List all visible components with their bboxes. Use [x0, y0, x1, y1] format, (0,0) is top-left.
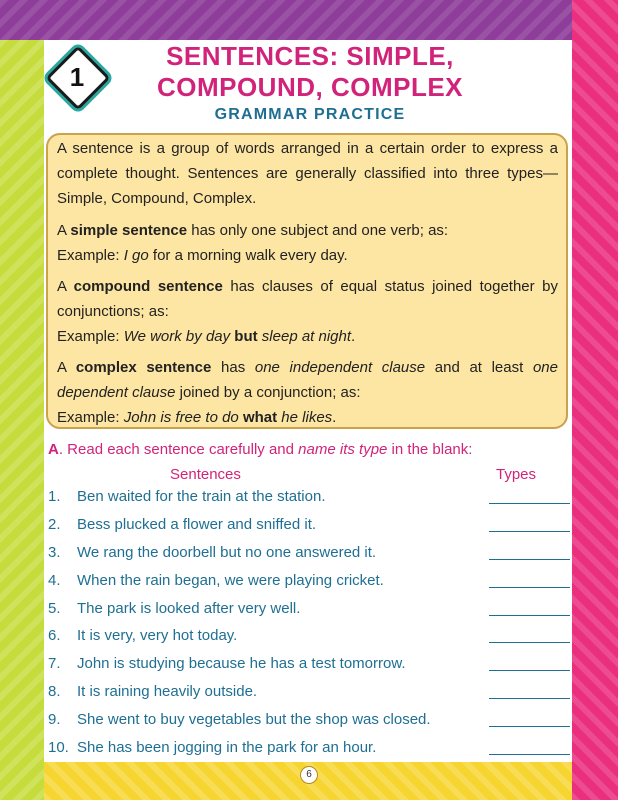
item-number: 6.: [48, 627, 61, 645]
definition-paragraph: A sentence is a group of words arranged in a certain order to express a complete thought. Sentences are generally classified into three types— Simple, Compound, Complex.: [57, 140, 558, 207]
complex-definition: [57, 355, 558, 405]
item-number: 9.: [48, 711, 61, 729]
list-item: [48, 737, 572, 765]
page-subtitle: GRAMMAR PRACTICE: [214, 106, 406, 123]
answer-blank[interactable]: [489, 503, 570, 504]
answer-blank[interactable]: [489, 698, 570, 699]
item-number: 2.: [48, 515, 61, 533]
list-item: [48, 542, 572, 570]
text: .: [332, 409, 337, 426]
text: has clauses of equal status joined together by conjunctions; as:: [57, 278, 558, 320]
text-italic: one independent clause: [254, 359, 426, 376]
exercise-instruction: [48, 441, 472, 458]
example-italic: he likes: [281, 409, 333, 426]
page-title: [120, 41, 500, 103]
item-sentence: Ben waited for the train at the station.: [77, 488, 326, 505]
example-italic: We work by day: [123, 328, 231, 345]
example-bold: but: [230, 328, 262, 345]
item-sentence: John is studying because he has a test tomorrow.: [77, 655, 406, 673]
compound-example: [57, 324, 558, 349]
decorative-border-right: [572, 0, 618, 800]
text: .: [351, 328, 356, 345]
text: and at least: [425, 359, 533, 376]
item-sentence: When the rain began, we were playing cricket.: [77, 571, 384, 589]
decorative-border-top: [0, 0, 572, 40]
item-number: 4.: [48, 571, 61, 589]
list-item: [48, 598, 572, 626]
list-item: [48, 653, 572, 681]
text: in the blank:: [387, 441, 473, 458]
page-title-line-2: COMPOUND, COMPLEX: [156, 72, 464, 102]
text: joined by a conjunction; as:: [175, 384, 361, 401]
item-number: 1.: [48, 488, 61, 505]
column-header-sentences: Sentences: [170, 466, 241, 483]
text: A: [57, 222, 71, 239]
column-header-types: Types: [496, 466, 537, 483]
answer-blank[interactable]: [489, 559, 570, 560]
complex-example: [57, 405, 558, 430]
list-item: [48, 681, 572, 709]
simple-definition: [57, 218, 558, 243]
item-number: 5.: [48, 599, 61, 617]
list-item: [48, 625, 572, 653]
text: has only one subject and one verb; as:: [187, 222, 449, 239]
list-item: [48, 709, 572, 737]
term-complex: complex sentence: [75, 359, 212, 376]
item-number: 10.: [48, 739, 69, 757]
text: . Read each sentence carefully and: [58, 441, 299, 458]
answer-blank[interactable]: [489, 531, 570, 532]
text-italic: one dependent clause: [57, 359, 558, 401]
example-italic: John is free to do: [123, 409, 239, 426]
text: A: [57, 278, 74, 295]
exercise-letter: A: [48, 441, 59, 458]
item-sentence: It is very, very hot today.: [77, 627, 238, 645]
page-title-line-1: SENTENCES: SIMPLE,: [166, 41, 454, 71]
list-item: [48, 486, 572, 514]
text-italic: name its type: [298, 441, 388, 458]
item-sentence: She has been jogging in the park for an hour.: [77, 739, 377, 757]
list-item: [48, 514, 572, 542]
exercise-list: [48, 486, 572, 765]
example-bold: what: [238, 409, 282, 426]
item-number: 7.: [48, 655, 61, 673]
term-compound: compound sentence: [73, 278, 223, 295]
example-label: Example:: [57, 409, 124, 426]
example-label: Example:: [57, 328, 124, 345]
simple-example: [57, 243, 558, 268]
text: has: [211, 359, 255, 376]
item-sentence: She went to buy vegetables but the shop was closed.: [77, 711, 431, 729]
term-simple: simple sentence: [70, 222, 188, 239]
answer-blank[interactable]: [489, 754, 570, 755]
text: A: [57, 359, 76, 376]
example-italic: sleep at night: [261, 328, 352, 345]
example-italic: I go: [123, 247, 149, 264]
lesson-number: 1: [69, 62, 85, 92]
item-sentence: It is raining heavily outside.: [77, 683, 258, 701]
item-sentence: Bess plucked a flower and sniffed it.: [77, 515, 317, 533]
lesson-number-badge: [48, 48, 106, 106]
intro-box: [46, 133, 568, 429]
example-label: Example:: [57, 247, 124, 264]
answer-blank[interactable]: [489, 587, 570, 588]
decorative-border-left: [0, 40, 44, 800]
item-number: 8.: [48, 683, 61, 701]
answer-blank[interactable]: [489, 670, 570, 671]
answer-blank[interactable]: [489, 726, 570, 727]
list-item: [48, 570, 572, 598]
item-sentence: The park is looked after very well.: [77, 599, 301, 617]
compound-definition: [57, 274, 558, 324]
page-number: 6: [300, 766, 318, 784]
item-sentence: We rang the doorbell but no one answered it.: [77, 543, 377, 561]
text: for a morning walk every day.: [148, 247, 348, 264]
answer-blank[interactable]: [489, 642, 570, 643]
item-number: 3.: [48, 543, 61, 561]
answer-blank[interactable]: [489, 615, 570, 616]
